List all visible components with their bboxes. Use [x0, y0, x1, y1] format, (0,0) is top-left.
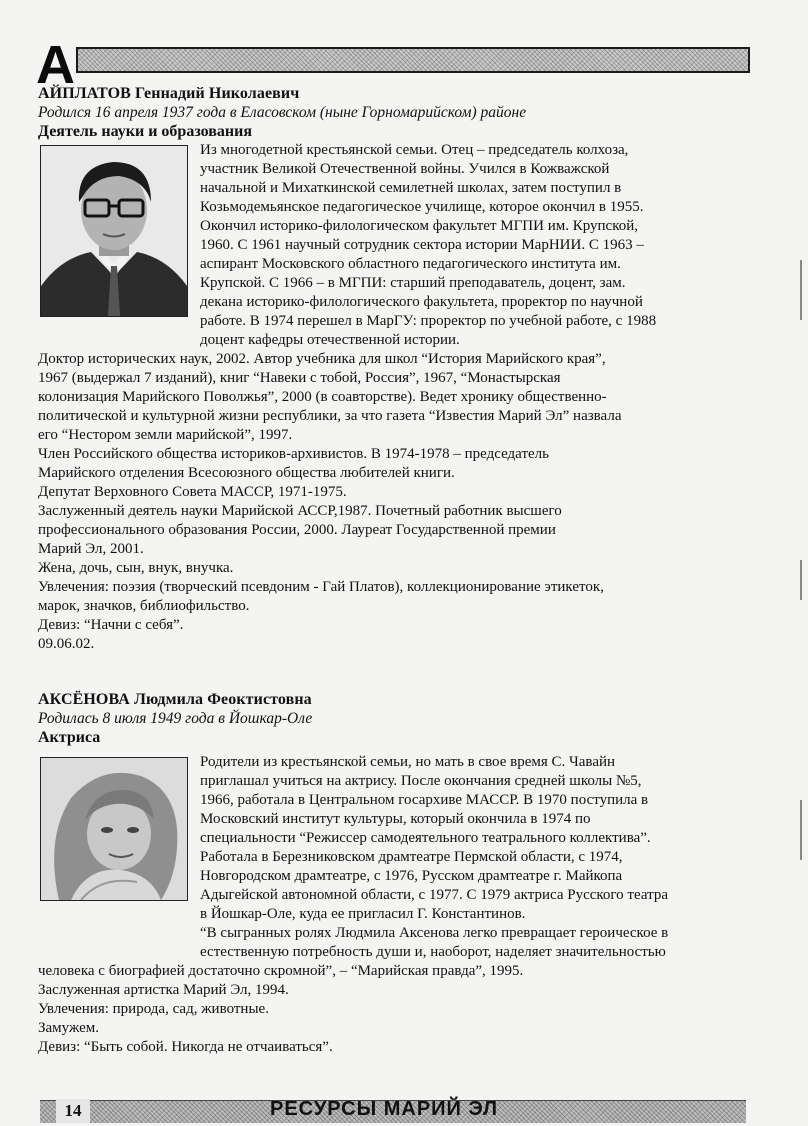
text-line: его “Нестором земли марийской”, 1997. [38, 427, 293, 443]
person-role: Деятель науки и образования [38, 123, 252, 140]
biography-entry-aksenova [38, 690, 750, 1057]
person-role: Актриса [38, 729, 101, 746]
text-line: работе. В 1974 перешел в МарГУ: проректор по учебной работе, с 1988 [200, 313, 657, 329]
section-header-bar [76, 47, 750, 73]
text-line: профессионального образования России, 2000. Лауреат Государственной премии [38, 522, 556, 538]
text-line: Из многодетной крестьянской семьи. Отец – председатель колхоза, [200, 142, 629, 158]
text-line: Девиз: “Начни с себя”. [38, 617, 184, 633]
text-line: Увлечения: природа, сад, животные. [38, 1001, 269, 1017]
text-line: марок, значков, библиофильство. [38, 598, 250, 614]
text-line: Замужем. [38, 1020, 100, 1036]
text-line: 1960. С 1961 научный сотрудник сектора истории МарНИИ. С 1963 – [200, 237, 644, 253]
text-line: Адыгейской автономной области, с 1977. С 1979 актриса Русского театра [200, 887, 668, 903]
birth-info: Родился 16 апреля 1937 года в Еласовском (ныне Горномарийском) районе [38, 104, 527, 121]
text-line: Работала в Березниковском драмтеатре Пермской области, с 1974, [200, 849, 623, 865]
footer-title: РЕСУРСЫ МАРИЙ ЭЛ [270, 1098, 498, 1120]
text-line: 1966, работала в Центральном госархиве МАССР. В 1970 поступила в [200, 792, 649, 808]
text-line: специальности “Режиссер самодеятельного театрального коллектива”. [200, 830, 651, 846]
text-line: Крупской. С 1966 – в МГПИ: старший преподаватель, доцент, зам. [200, 275, 626, 291]
quote-line: человека с биографией достаточно скромной”, – “Марийская правда”, 1995. [38, 963, 524, 979]
text-line: начальной и Михаткинской семилетней школах, затем поступил в [200, 180, 622, 196]
text-line: Жена, дочь, сын, внук, внучка. [38, 560, 234, 576]
scan-edge-mark [800, 560, 802, 600]
scan-edge-mark [800, 260, 802, 320]
portrait-photo-man [40, 145, 188, 317]
text-line: Московский институт культуры, который окончила в 1974 по [200, 811, 591, 827]
biography-body [38, 962, 750, 1057]
biography-body [38, 350, 750, 654]
text-line: Заслуженная артистка Марий Эл, 1994. [38, 982, 289, 998]
person-name: АКСЁНОВА Людмила Феоктистовна [38, 691, 312, 708]
text-line: аспирант Московского областного педагогического института им. [200, 256, 621, 272]
biography-entry-aiplatov [38, 84, 750, 654]
text-line: Родители из крестьянской семьи, но мать в свое время С. Чавайн [200, 754, 616, 770]
text-line: политической и культурной жизни республики, за что газета “Известия Марий Эл” назвала [38, 408, 622, 424]
quote-line: “В сыгранных ролях Людмила Аксенова легко превращает героическое в [200, 925, 669, 941]
text-line: Член Российского общества историков-архивистов. В 1974-1978 – председатель [38, 446, 549, 462]
birth-info: Родилась 8 июля 1949 года в Йошкар-Оле [38, 710, 313, 727]
text-line: Девиз: “Быть собой. Никогда не отчаиваться”. [38, 1039, 333, 1055]
text-line: Новгородском драмтеатре, с 1976, Русском драмтеатре г. Майкопа [200, 868, 623, 884]
text-line: Окончил историко-филологическом факультет МГПИ им. Крупской, [200, 218, 639, 234]
text-line: участник Великой Отечественной войны. Учился в Кожважской [200, 161, 610, 177]
text-line: декана историко-филологического факультета, проректор по научной [200, 294, 643, 310]
quote-line: естественную потребность души и, наоборот, наделяет значительностью [200, 944, 666, 960]
person-name: АЙПЛАТОВ Геннадий Николаевич [38, 85, 300, 102]
text-line: Марийского отделения Всесоюзного общества любителей книги. [38, 465, 455, 481]
section-letter: А [36, 35, 75, 95]
text-line: доцент кафедры отечественной истории. [200, 332, 460, 348]
text-line: Козьмодемьянское педагогическое училище, которое окончил в 1955. [200, 199, 644, 215]
text-line: колонизация Марийского Поволжья”, 2000 (в соавторстве). Ведет хронику общественно- [38, 389, 607, 405]
page-number: 14 [56, 1099, 90, 1123]
portrait-photo-woman [40, 757, 188, 901]
text-line: Марий Эл, 2001. [38, 541, 144, 557]
date-line: 09.06.02. [38, 636, 95, 652]
text-line: 1967 (выдержал 7 изданий), книг “Навеки с тобой, Россия”, 1967, “Монастырская [38, 370, 561, 386]
text-line: Доктор исторических наук, 2002. Автор учебника для школ “История Марийского края”, [38, 351, 606, 367]
scan-edge-mark [800, 800, 802, 860]
text-line: в Йошкар-Оле, куда ее пригласил Г. Константинов. [200, 906, 526, 922]
text-line: Депутат Верховного Совета МАССР, 1971-1975. [38, 484, 347, 500]
text-line: Увлечения: поэзия (творческий псевдоним - Гай Платов), коллекционирование этикеток, [38, 579, 604, 595]
text-line: приглашал учиться на актрису. После окончания средней школы №5, [200, 773, 642, 789]
text-line: Заслуженный деятель науки Марийской АССР,1987. Почетный работник высшего [38, 503, 562, 519]
